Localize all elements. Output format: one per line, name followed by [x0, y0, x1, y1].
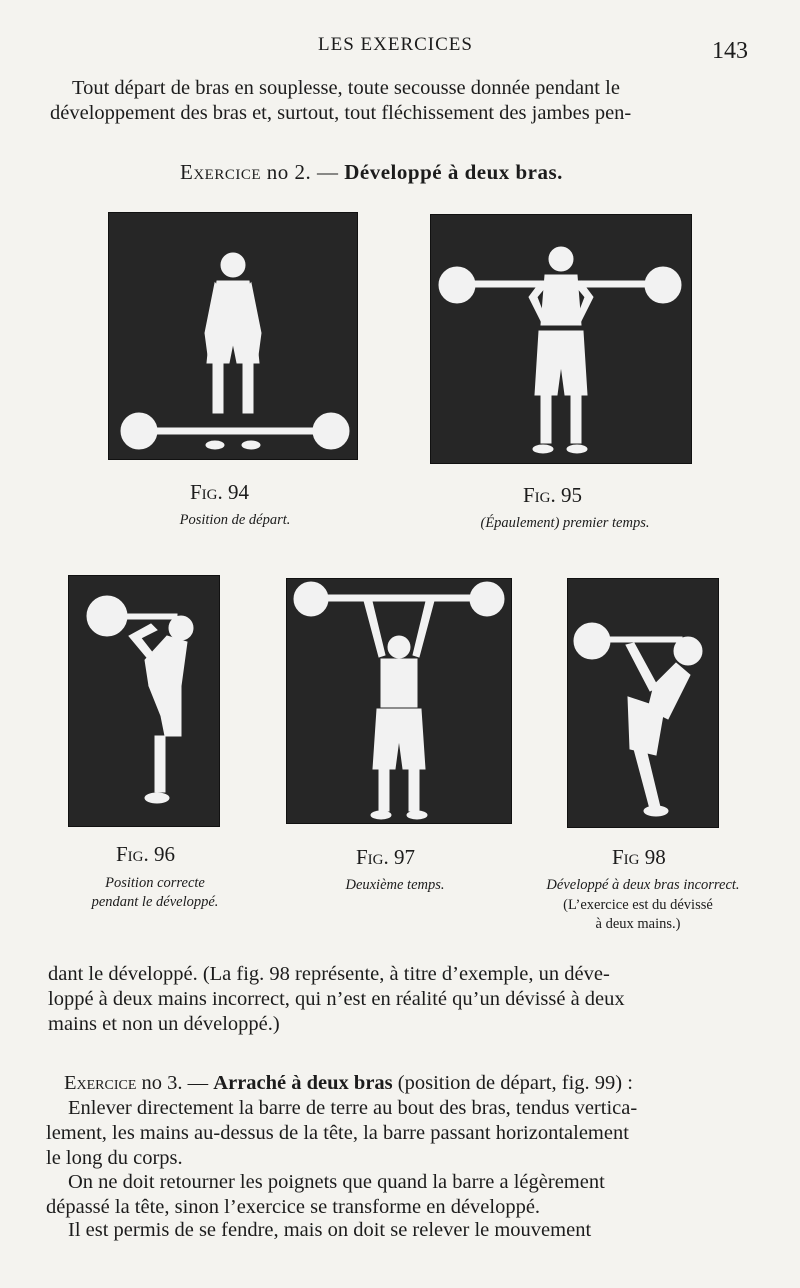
- caption-line: à deux mains.): [595, 916, 681, 932]
- figure-98-illustration: [567, 578, 719, 828]
- exercise-label: Exercice: [64, 1072, 137, 1094]
- body-paragraph: [48, 962, 756, 1037]
- running-head: LES EXERCICES: [318, 34, 473, 55]
- figure-97-illustration: [286, 578, 512, 824]
- text-line: Il est permis de se fendre, mais on doit se relever le mouvement: [68, 1219, 592, 1241]
- figure-95-illustration: [430, 214, 692, 464]
- figure-94-illustration: [108, 212, 358, 460]
- text-line: Tout départ de bras en souplesse, toute secousse donnée pendant le: [72, 77, 620, 99]
- page-header: [0, 34, 800, 64]
- text-line: dépassé la tête, sinon l’exercice se transforme en développé.: [46, 1196, 541, 1218]
- text-line: Enlever directement la barre de terre au bout des bras, tendus vertica-: [68, 1097, 638, 1119]
- exercise-title: Arraché à deux bras: [213, 1072, 393, 1094]
- figure-95-number: Fig. 95: [523, 483, 583, 507]
- page-number: 143: [712, 38, 748, 64]
- text-line: mains et non un développé.): [48, 1013, 280, 1035]
- caption-line: Deuxième temps.: [345, 877, 445, 893]
- exercise-3-paragraph-1: [46, 1096, 754, 1171]
- figure-94-number: Fig. 94: [190, 480, 250, 504]
- caption-line: pendant le développé.: [91, 894, 219, 910]
- exercise-3-paragraph-2: [46, 1170, 754, 1220]
- figure-98-note: [538, 896, 738, 934]
- figure-97-number: Fig. 97: [356, 845, 416, 869]
- exercise-label: Exercice: [180, 160, 261, 184]
- exercise-number: no 3. —: [141, 1072, 209, 1094]
- figure-98-caption: [508, 876, 778, 895]
- figure-97-caption: [320, 876, 470, 895]
- caption-line: Position correcte: [105, 875, 205, 891]
- caption-line: Développé à deux bras incorrect.: [546, 877, 740, 893]
- text-line: le long du corps.: [46, 1147, 183, 1169]
- text-line: dant le développé. (La fig. 98 représente, à titre d’exemple, un déve-: [48, 963, 610, 985]
- figure-98-number: Fig 98: [612, 845, 666, 869]
- figure-94-caption: [130, 511, 340, 530]
- figure-96-caption: [60, 874, 250, 912]
- exercise-title: Développé à deux bras.: [344, 160, 563, 184]
- figure-96-illustration: [68, 575, 220, 827]
- figure-95-caption: [440, 514, 690, 533]
- caption-line: (L’exercice est du dévissé: [563, 897, 713, 913]
- exercise-title-rest: (position de départ, fig. 99) :: [397, 1072, 633, 1094]
- exercise-number: no 2. —: [266, 160, 339, 184]
- exercise-3-paragraph-3: [46, 1218, 754, 1243]
- lead-paragraph: [50, 76, 758, 126]
- exercise-3-heading: [64, 1072, 633, 1095]
- caption-line: Position de départ.: [179, 512, 291, 528]
- text-line: On ne doit retourner les poignets que quand la barre a légèrement: [68, 1171, 605, 1193]
- caption-line: (Épaulement) premier temps.: [480, 515, 650, 531]
- figure-96-number: Fig. 96: [116, 842, 176, 866]
- text-line: loppé à deux mains incorrect, qui n’est en réalité qu’un dévissé à deux: [48, 988, 625, 1010]
- text-line: développement des bras et, surtout, tout fléchissement des jambes pen-: [50, 102, 632, 124]
- exercise-2-heading: [180, 160, 563, 185]
- text-line: lement, les mains au-dessus de la tête, la barre passant horizontalement: [46, 1122, 629, 1144]
